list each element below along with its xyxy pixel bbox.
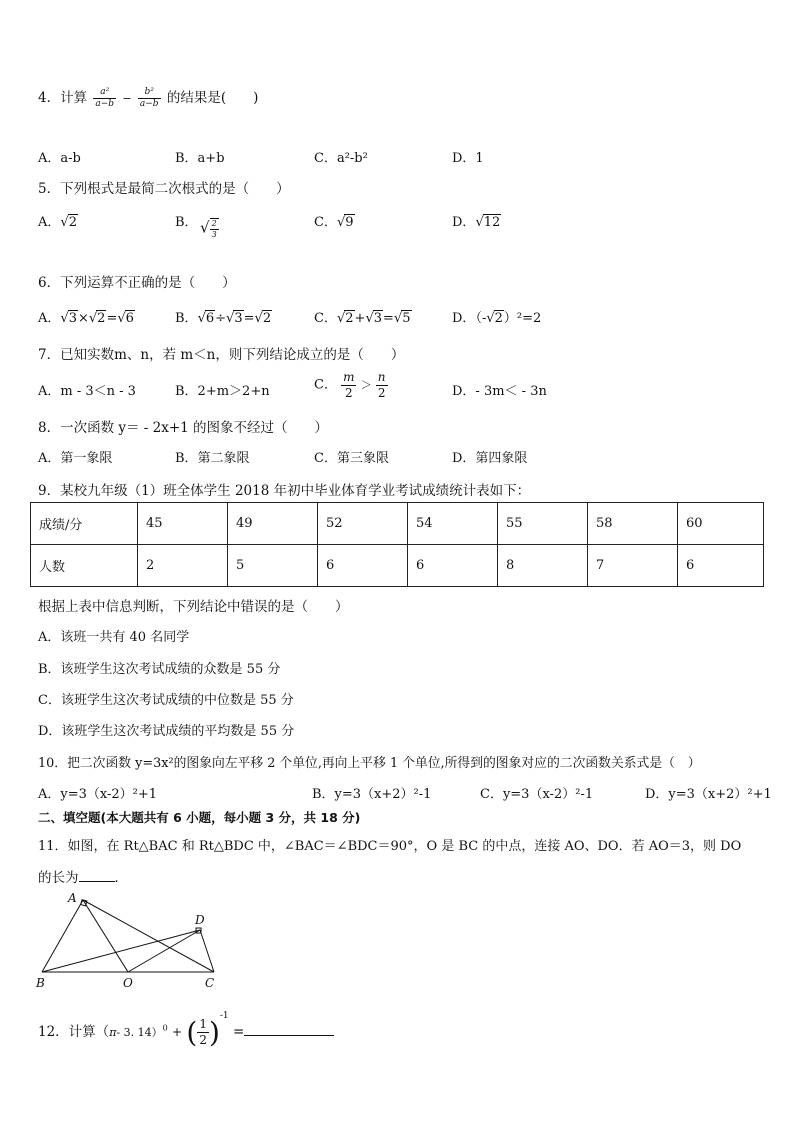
q11-stem-line2: 的长为 ． bbox=[38, 870, 128, 886]
table-cell: 52 bbox=[318, 503, 408, 545]
table-cell: 58 bbox=[588, 503, 678, 545]
q8-stem: 8．一次函数 y＝ - 2x+1 的图象不经过（ ） bbox=[38, 420, 329, 436]
q5-option-b[interactable]: B． bbox=[175, 215, 198, 230]
q8-option-c[interactable]: C．第三象限 bbox=[314, 451, 389, 466]
q7-option-c[interactable]: C． $\frac{m}{2}$ ＞ $\frac{n}{2}$ bbox=[314, 370, 386, 400]
q7-option-d[interactable]: D．- 3m＜ - 3n bbox=[452, 384, 547, 399]
table-cell: 成绩/分 bbox=[31, 503, 138, 545]
table-row bbox=[31, 545, 764, 587]
q9-option-b[interactable]: B．该班学生这次考试成绩的众数是 55 分 bbox=[38, 662, 281, 677]
q7-stem: 7．已知实数m、n，若 m＜n，则下列结论成立的是（ ） bbox=[38, 347, 405, 363]
q7-option-a[interactable]: A．m - 3＜n - 3 bbox=[38, 384, 136, 399]
q9-option-a[interactable]: A．该班一共有 40 名同学 bbox=[38, 630, 190, 645]
q7-option-b[interactable]: B．2+m＞2+n bbox=[175, 384, 270, 399]
sqrt-symbol: √9 bbox=[336, 215, 354, 230]
q5-option-d[interactable]: D．√12 bbox=[452, 215, 501, 230]
q4-option-b[interactable]: B．a+b bbox=[175, 151, 225, 166]
table-cell: 5 bbox=[228, 545, 318, 587]
table-cell: 6 bbox=[408, 545, 498, 587]
section-heading: 二、填空题(本大题共有 6 小题，每小题 3 分，共 18 分) bbox=[38, 810, 361, 825]
fraction: $\frac{n}{2}$ bbox=[377, 370, 386, 400]
score-table bbox=[30, 502, 764, 587]
q9-stem: 9．某校九年级（1）班全体学生 2018 年初中毕业体育学业考试成绩统计表如下： bbox=[38, 483, 531, 499]
table-cell: 8 bbox=[498, 545, 588, 587]
q8-option-a[interactable]: A．第一象限 bbox=[38, 451, 113, 466]
table-cell: 55 bbox=[498, 503, 588, 545]
q6-option-c[interactable]: C．√2+√3=√5 bbox=[314, 311, 411, 326]
segment-ao bbox=[83, 900, 128, 972]
table-cell: 人数 bbox=[31, 545, 138, 587]
q10-option-d[interactable]: D．y=3（x+2）²+1 bbox=[645, 787, 772, 802]
segment-ac bbox=[83, 900, 214, 972]
table-cell: 45 bbox=[138, 503, 228, 545]
q4-option-c[interactable]: C．a²-b² bbox=[314, 151, 368, 166]
q6-option-d[interactable]: D．（-√2）²=2 bbox=[452, 311, 542, 326]
point-label-c: C bbox=[205, 976, 215, 990]
q5-stem: 5．下列根式是最简二次根式的是（ ） bbox=[38, 181, 290, 197]
answer-blank[interactable] bbox=[244, 1023, 334, 1036]
table-cell: 49 bbox=[228, 503, 318, 545]
segment-do bbox=[128, 930, 200, 972]
q5-option-a[interactable]: A．√2 bbox=[38, 215, 77, 230]
q8-option-d[interactable]: D．第四象限 bbox=[452, 451, 528, 466]
q6-stem: 6．下列运算不正确的是（ ） bbox=[38, 275, 236, 291]
sqrt-symbol: √2 bbox=[60, 215, 77, 230]
table-cell: 6 bbox=[678, 545, 764, 587]
q12-stem: 12．计算（π- 3. 14）$^0$ + ( $\frac{1}{2}$ )$^{-1}$ = bbox=[38, 1011, 334, 1047]
q6-option-b[interactable]: B．√6÷√3=√2 bbox=[175, 311, 272, 326]
q9-option-c[interactable]: C．该班学生这次考试成绩的中位数是 55 分 bbox=[38, 693, 294, 708]
q10-stem: 10．把二次函数 y=3x²的图象向左平移 2 个单位,再向上平移 1 个单位,所得到的图象对应的二次函数关系式是（ ） bbox=[38, 756, 701, 771]
q9-option-d[interactable]: D．该班学生这次考试成绩的平均数是 55 分 bbox=[38, 724, 295, 739]
table-cell: 7 bbox=[588, 545, 678, 587]
answer-blank[interactable] bbox=[79, 869, 115, 882]
point-label-o: O bbox=[123, 976, 133, 990]
sqrt-symbol: √12 bbox=[475, 215, 501, 230]
fraction: $\frac{\text{b²}}{a-b}$ bbox=[139, 87, 159, 109]
q5-option-c[interactable]: C．√9 bbox=[314, 215, 354, 230]
q10-option-b[interactable]: B．y=3（x+2）²-1 bbox=[312, 787, 432, 802]
point-label-b: B bbox=[36, 976, 45, 990]
q4-option-a[interactable]: A．a-b bbox=[38, 151, 81, 166]
q11-stem: 11．如图，在 Rt△BAC 和 Rt△BDC 中，∠BAC＝∠BDC＝90°，O 是 BC 的中点，连接 AO、DO．若 AO＝3，则 DO bbox=[38, 839, 742, 854]
table-row bbox=[31, 503, 764, 545]
q8-option-b[interactable]: B．第二象限 bbox=[175, 451, 250, 466]
point-label-d: D bbox=[195, 913, 205, 927]
point-label-a: A bbox=[68, 891, 77, 905]
q9-question: 根据上表中信息判断，下列结论中错误的是（ ） bbox=[38, 599, 349, 615]
fraction: $\frac{\text{a²}}{a-b}$ bbox=[95, 87, 115, 109]
q11-figure bbox=[30, 888, 230, 996]
q5-option-b-radical: √ $\frac{2}{3}$ bbox=[200, 218, 217, 239]
segment-ab bbox=[42, 900, 83, 972]
table-cell: 54 bbox=[408, 503, 498, 545]
q4-stem: 4．计算 $\frac{\text{a²}}{a-b}$ − $\frac{\text{b²}}{a-b}$ 的结果是( ) bbox=[38, 87, 259, 109]
fraction: $\frac{m}{2}$ bbox=[343, 370, 355, 400]
q4-option-d[interactable]: D．1 bbox=[452, 151, 484, 166]
table-cell: 6 bbox=[318, 545, 408, 587]
right-angle-mark-a bbox=[81, 900, 87, 906]
fraction: $\frac{1}{2}$ bbox=[199, 1017, 207, 1047]
table-cell: 2 bbox=[138, 545, 228, 587]
q6-option-a[interactable]: A．√3×√2=√6 bbox=[38, 311, 134, 326]
q10-option-c[interactable]: C．y=3（x-2）²-1 bbox=[480, 787, 594, 802]
table-cell: 60 bbox=[678, 503, 764, 545]
q10-option-a[interactable]: A．y=3（x-2）²+1 bbox=[38, 787, 158, 802]
